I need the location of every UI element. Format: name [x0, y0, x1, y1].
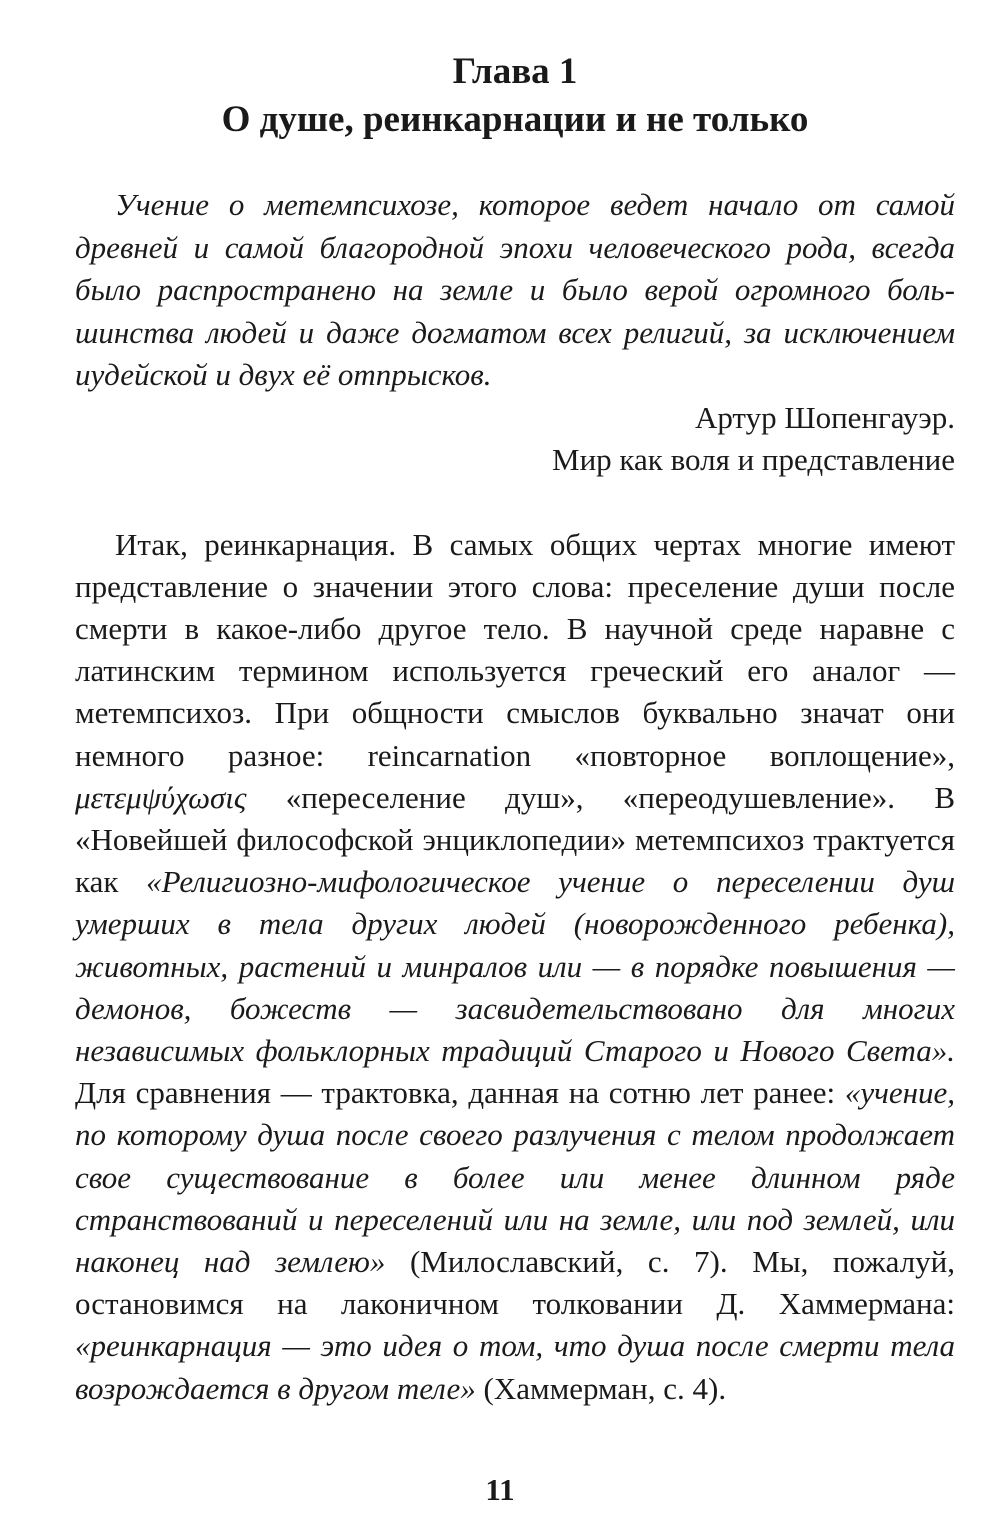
book-page — [75, 48, 955, 1410]
body-sentence-1: Итак, реинкарнация. В самых общих чертах многие имеют представление о значении этого слова: преселение души после смерти в какое-либо другое тело. В научной среде наравне с латинским термином используется греческий его аналог — метемпсихоз. При общности смыслов буквально значат они немного разное: reincarnation «повторное воплощение», — [75, 526, 955, 773]
page-number: 11 — [485, 1472, 515, 1507]
older-definition-quote: «учение, по которому душа после своего разлучения с телом продолжает свое существование в более или менее длинном ряде странствований и переселений или на земле, или под землей, или наконец над землею» — [75, 1075, 956, 1279]
hammerman-quote: «реинкарнация — это идея о том, что душа после смерти тела возрождается в другом теле» — [75, 1328, 955, 1406]
greek-term: μετεμψύχωσις — [75, 779, 247, 815]
body-sentence-4: (Милославский, с. 7). Мы, пожалуй, остановимся на лаконичном толковании Д. Хаммермана: — [75, 1243, 956, 1322]
epigraph-author: Артур Шопенгауэр. — [694, 399, 955, 435]
body-sentence-2: «переселение душ», «переодушевление». В «Новейшей философской энциклопедии» метемпсихоз трактуется как — [75, 779, 956, 900]
body-paragraph — [75, 524, 955, 1410]
epigraph-text: Учение о метемпсихозе, которое ведет начало от самой древней и самой благородной эпохи человеческого рода, всегда было распространено на земле и было верой огромного большинства людей и даже догматом всех религий, за исключением иудейской и двух её отпрысков. — [75, 187, 955, 392]
body-sentence-3: Для сравнения — трактовка, данная на сотню лет ранее: — [75, 1075, 836, 1111]
encyclopedia-quote: «Религиозно-мифологическое учение о переселении душ умерших в тела других людей (новорожденного ребенка), животных, растений и минралов или — в порядке повышения — демонов, божеств — засвидетельствовано для многих независимых фольклорных традиций Старого и Нового Света». — [75, 864, 955, 1068]
body-sentence-5: (Хаммерман, с. 4). — [483, 1370, 727, 1406]
chapter-label: Глава 1 — [452, 51, 578, 92]
chapter-title: О душе, реинкарнации и не только — [221, 99, 809, 140]
epigraph-source: Мир как воля и представление — [552, 442, 955, 477]
